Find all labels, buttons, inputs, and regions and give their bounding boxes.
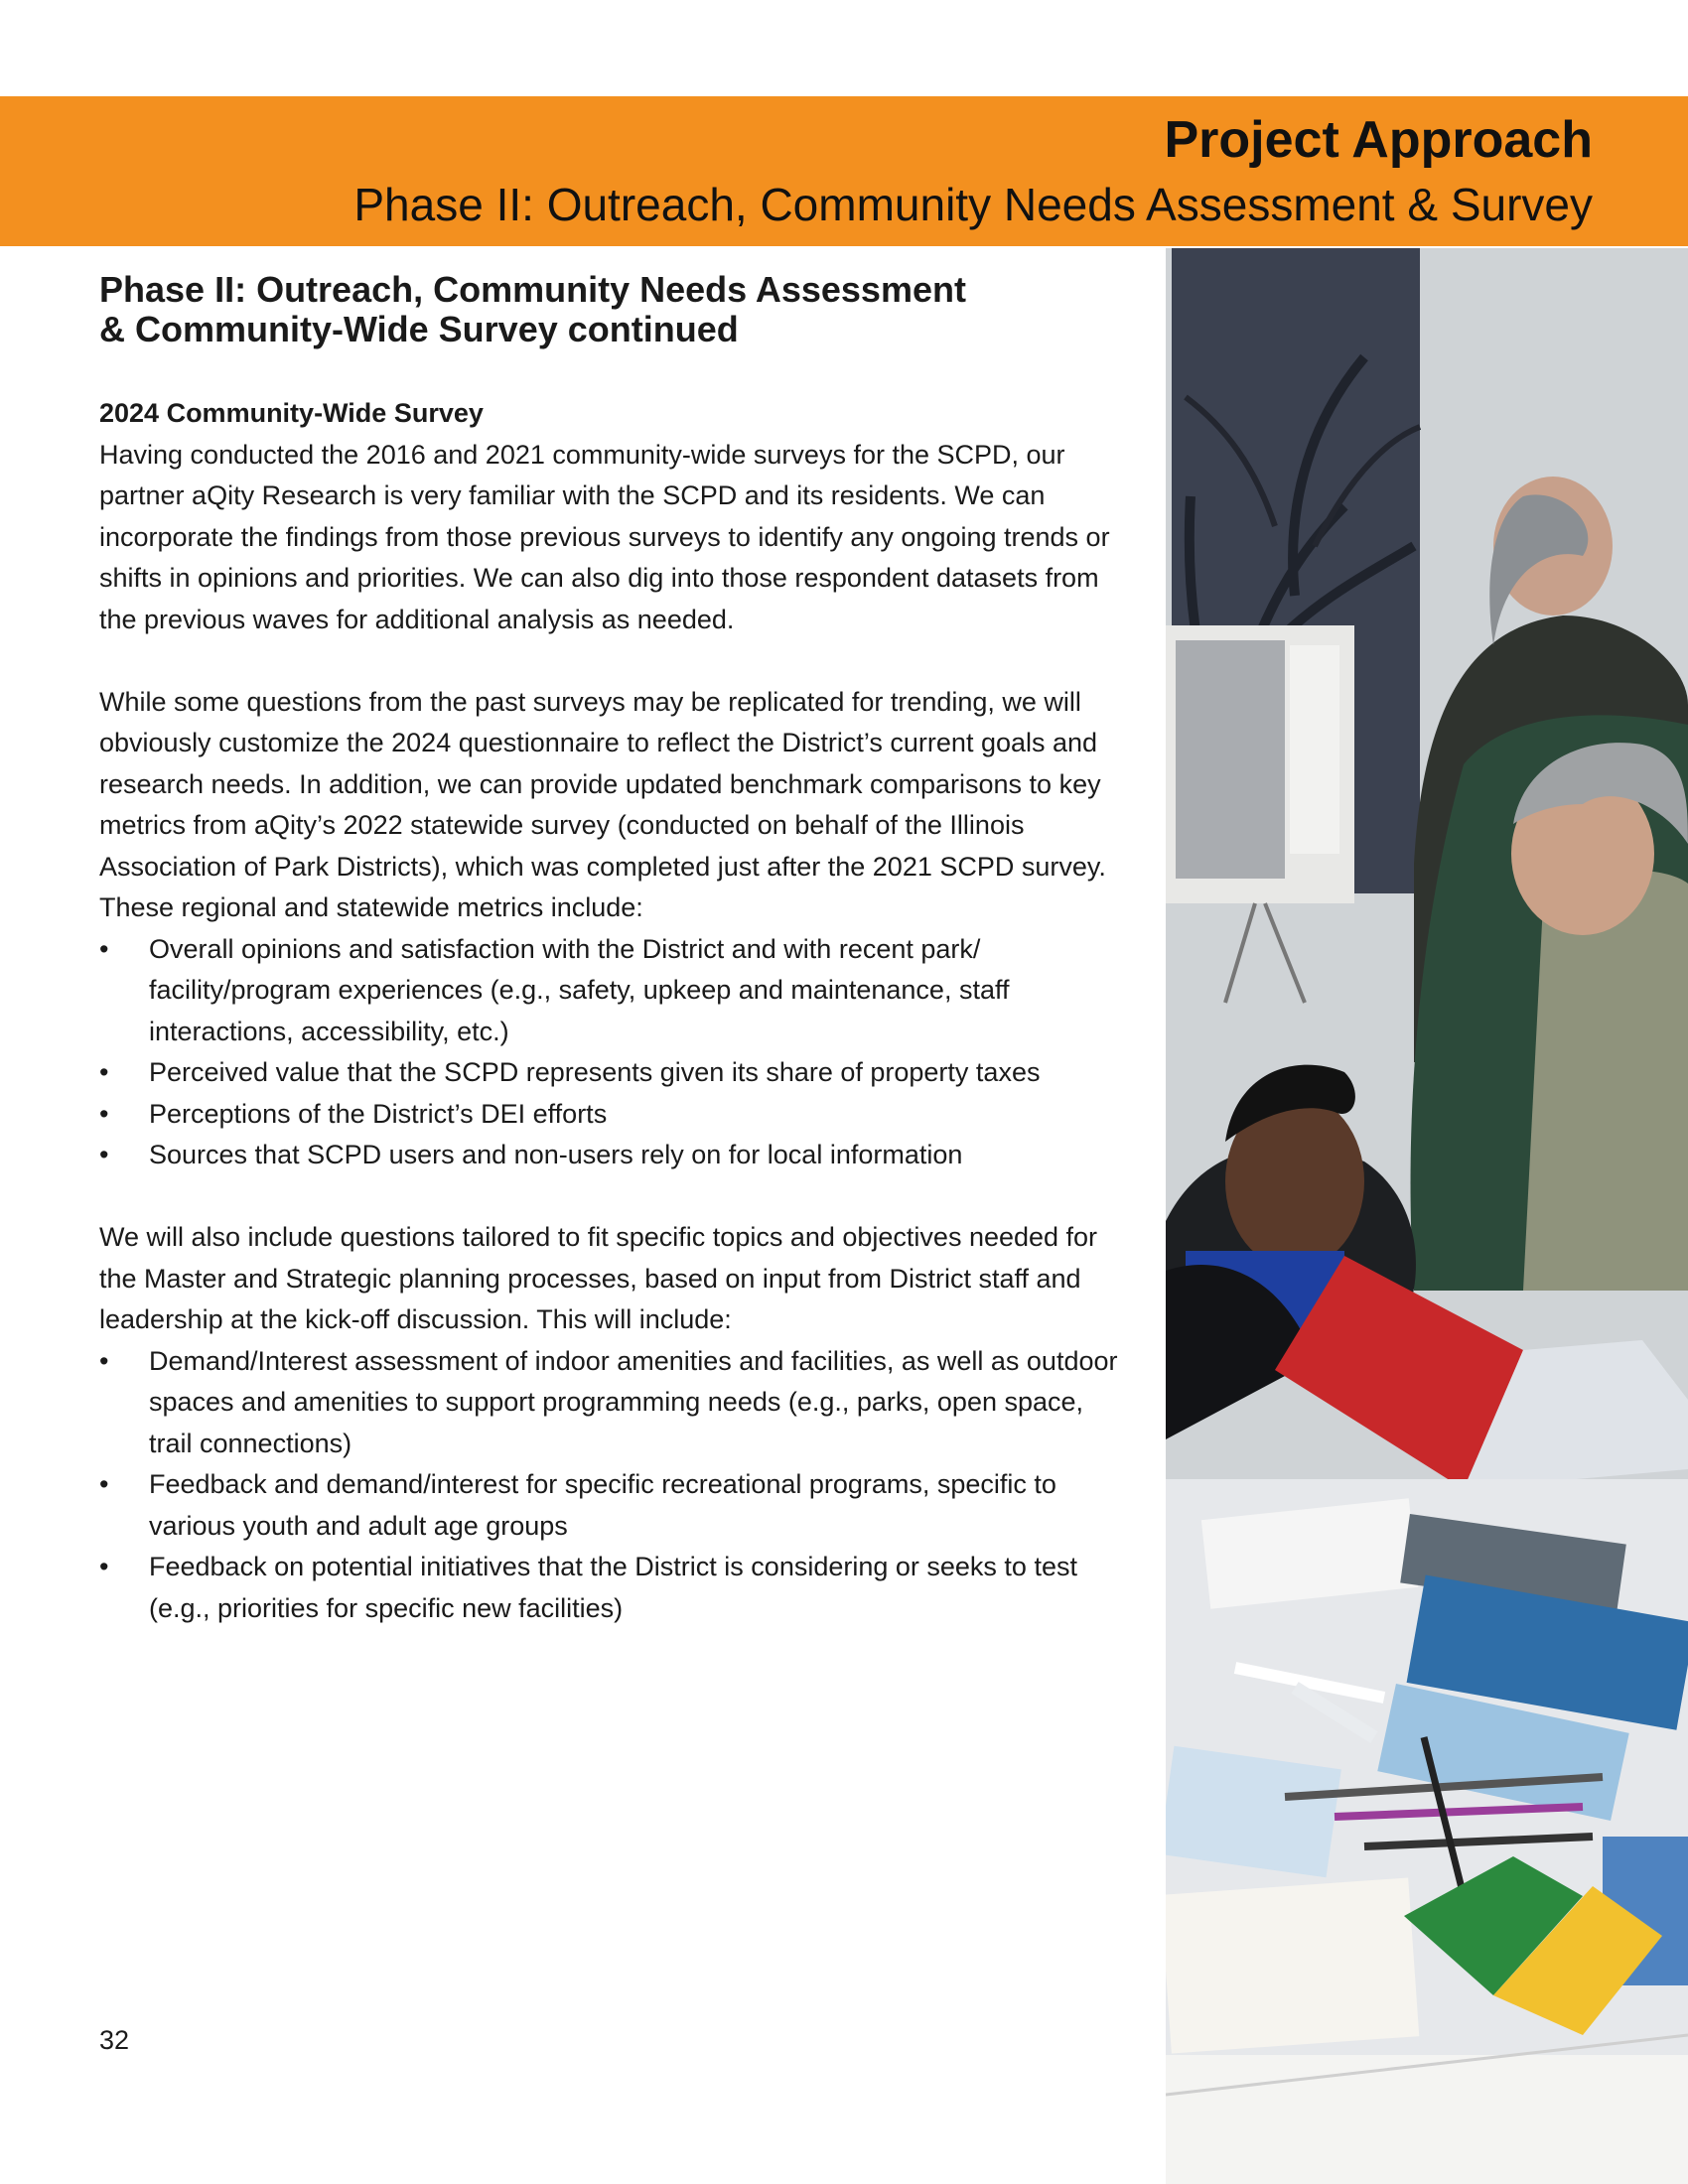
paragraph-intro: Having conducted the 2016 and 2021 community-wide surveys for the SCPD, our partner aQity Research is very familiar with the SCPD and its residents. We can incorporate the findings from those previous surveys to identify any ongoing trends or shifts in opinions and priorities. We can also dig into those respondent datasets from the previous waves for additional analysis as needed. xyxy=(99,439,1110,634)
survey-subheading: 2024 Community-Wide Survey xyxy=(99,398,484,428)
bullet-glyph: • xyxy=(99,1469,109,1499)
page-subtitle: Phase II: Outreach, Community Needs Assessment & Survey xyxy=(353,179,1593,230)
list-item: • Perceptions of the District’s DEI efforts xyxy=(99,1094,1122,1136)
bullet-glyph: • xyxy=(99,1057,109,1087)
page-title: Project Approach xyxy=(1164,111,1593,169)
main-content xyxy=(99,270,1122,1671)
tailored-topics-list xyxy=(99,1341,1122,1630)
bullet-glyph: • xyxy=(99,933,109,964)
list-item: • Sources that SCPD users and non-users rely on for local information xyxy=(99,1135,1122,1176)
bullet-glyph: • xyxy=(99,1098,109,1129)
paragraph-benchmarks: While some questions from the past surveys may be replicated for trending, we will obviously customize the 2024 questionnaire to reflect the District’s current goals and research needs. In addition, we can provide updated benchmark comparisons to key metrics from aQity’s 2022 statewide survey (conducted on behalf of the Illinois Association of Park Districts), which was completed just after the 2021 SCPD survey. These regional and statewide metrics include: xyxy=(99,686,1106,922)
paragraph-tailored-questions: We will also include questions tailored to fit specific topics and objectives needed for the Master and Strategic planning processes, based on input from District staff and leadership at the kick-off discussion. This will include: xyxy=(99,1222,1098,1334)
section-heading xyxy=(99,270,1122,349)
section-heading-line2: & Community-Wide Survey continued xyxy=(99,309,739,349)
bullet-glyph: • xyxy=(99,1140,109,1169)
bullet-glyph: • xyxy=(99,1552,109,1581)
page-number: 32 xyxy=(99,2025,130,2055)
list-item: • Feedback and demand/interest for specific recreational programs, specific to various youth and adult age groups xyxy=(99,1464,1122,1547)
benchmark-metrics-list xyxy=(99,929,1122,1176)
list-item: • Overall opinions and satisfaction with the District and with recent park/ facility/program experiences (e.g., safety, upkeep and maintenance, staff interactions, accessibility, etc.) xyxy=(99,929,1122,1053)
list-item: • Feedback on potential initiatives that the District is considering or seeks to test (e.g., priorities for specific new facilities) xyxy=(99,1547,1122,1629)
community-workshop-photo xyxy=(1166,248,1688,2184)
section-heading-line1: Phase II: Outreach, Community Needs Assessment xyxy=(99,269,966,310)
bullet-glyph: • xyxy=(99,1345,109,1376)
list-item: • Perceived value that the SCPD represents given its share of property taxes xyxy=(99,1052,1122,1094)
list-item: • Demand/Interest assessment of indoor amenities and facilities, as well as outdoor spaces and amenities to support programming needs (e.g., parks, open space, trail connections) xyxy=(99,1341,1122,1465)
